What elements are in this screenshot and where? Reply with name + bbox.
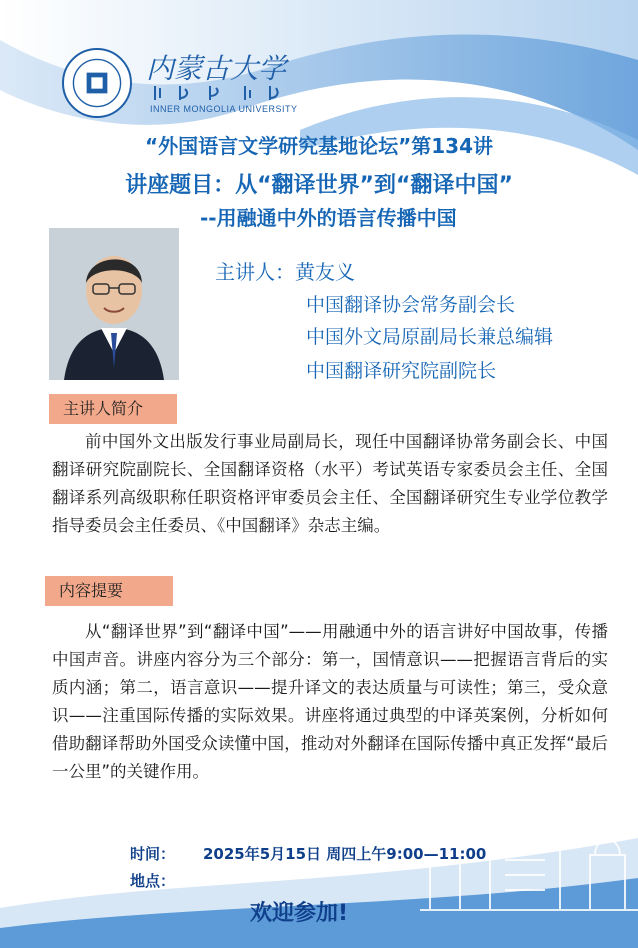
university-seal-logo xyxy=(62,48,132,118)
mongolian-script-logo xyxy=(150,84,290,102)
speaker-role: 中国翻译协会常务副会长 xyxy=(306,294,516,316)
speaker-role: 中国外文局原副局长兼总编辑 xyxy=(306,326,554,348)
content-section-tag: 内容提要 xyxy=(45,576,173,606)
speaker-role: 中国翻译研究院副院长 xyxy=(306,360,497,382)
bio-paragraph: 前中国外文出版发行事业局副局长，现任中国翻译协常务副会长、中国翻译研究院副院长、全国翻译资格（水平）考试英语专家委员会主任、全国翻译系列高级职称任职资格评审委员会主任、全国翻译研究生专业学位教学指导委员会主任委员、《中国翻译》杂志主编。 xyxy=(52,432,608,535)
forum-title: “外国语言文学研究基地论坛”第134讲 xyxy=(144,134,494,158)
lecture-subtitle: --用融通中外的语言传播中国 xyxy=(200,206,457,230)
logo-script-text: 内蒙古大学 xyxy=(146,52,287,85)
logo-english-name: INNER MONGOLIA UNIVERSITY xyxy=(150,104,298,114)
welcome-text: 欢迎参加! xyxy=(250,901,349,926)
lecture-title: 讲座题目：从“翻译世界”到“翻译中国” xyxy=(125,173,513,198)
time-value: 2025年5月15日 周四上午9:00—11:00 xyxy=(203,845,487,863)
speaker-photo xyxy=(49,228,179,380)
speaker-name: 主讲人：黄友义 xyxy=(215,260,355,284)
place-label: 地点： xyxy=(130,872,176,890)
content-paragraph: 从“翻译世界”到“翻译中国”——用融通中外的语言讲好中国故事，传播中国声音。讲座内容分为三个部分：第一，国情意识——把握语言背后的实质内涵；第二，语言意识——提升译文的表达质量与可读性；第三，受众意识——注重国际传播的实际效果。讲座将通过典型的中译英案例，分析如何借助翻译帮助外国受众读懂中国，推动对外翻译在国际传播中真正发挥“最后一公里”的关键作用。 xyxy=(52,622,608,781)
time-label: 时间： xyxy=(130,845,176,863)
bio-section-tag: 主讲人简介 xyxy=(49,394,177,424)
university-calligraphy-logo xyxy=(146,48,306,88)
